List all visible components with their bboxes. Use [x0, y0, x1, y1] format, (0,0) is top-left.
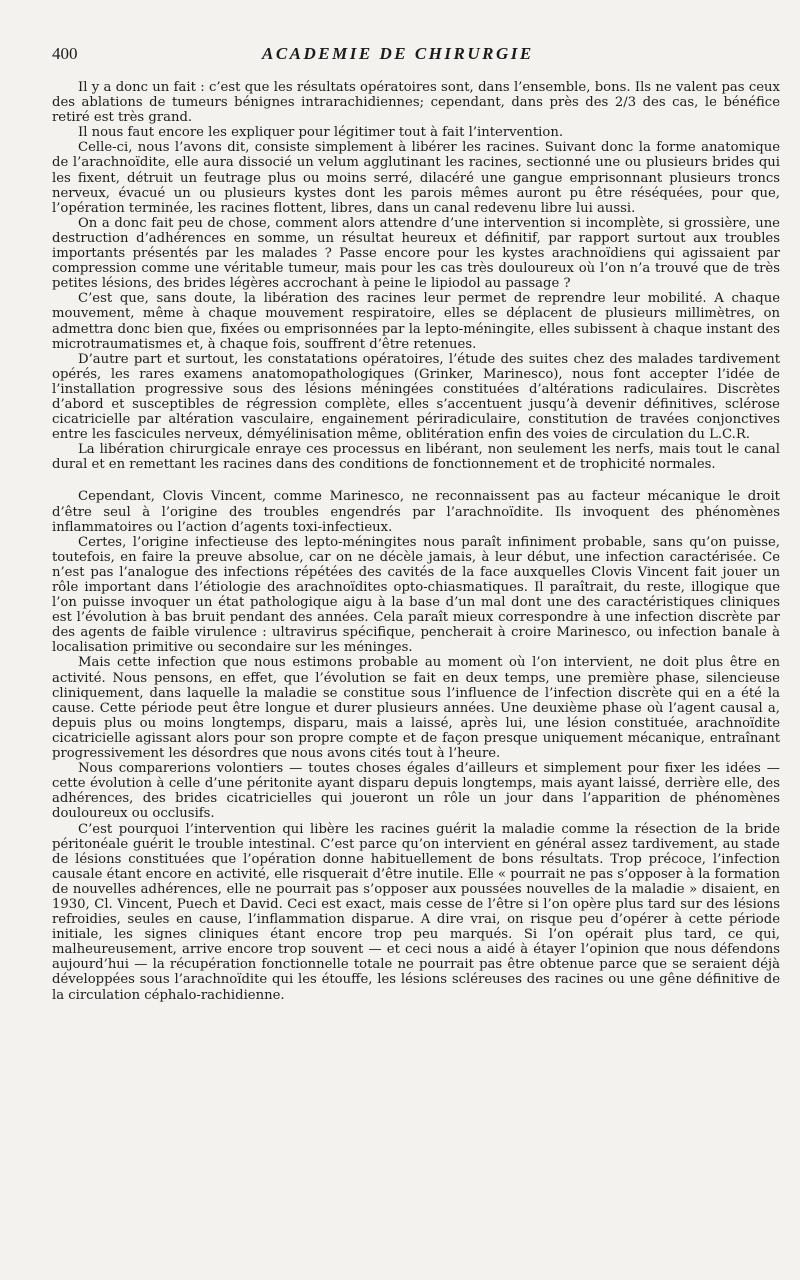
paragraph: Nous comparerions volontiers — toutes choses égales d’ailleurs et simplement pour fixer les idées — cette évolution à celle d’une péritonite ayant disparu depuis longtemps, mais ayant laissé, derrière elle, des adhérences, des brides cicatricielles qui joueront un rôle un jour dans l’apparition de phénomènes douloureux ou occlusifs.: [52, 761, 780, 822]
running-head: [52, 44, 774, 66]
paragraph: Mais cette infection que nous estimons probable au moment où l’on intervient, ne doit plus être en activité. Nous pensons, en effet, que l’évolution se fait en deux temps, une première phase, silencieuse cliniquement, dans laquelle la maladie se constitue sous l’influence de l’infection discrète qui en a été la cause. Cette période peut être longue et durer plusieurs années. Une deuxième phase où l’agent causal a, depuis plus ou moins longtemps, disparu, mais a laissé, après lui, une lésion constituée, arachnoïdite cicatricielle agissant alors pour son propre compte et de façon presque uniquement mécanique, entraînant progressivement les désordres que nous avons cités tout à l’heure.: [52, 655, 780, 762]
paragraph: On a donc fait peu de chose, comment alors attendre d’une intervention si incomplète, si grossière, une destruction d’adhérences en somme, un résultat heureux et définitif, par rapport surtout aux troubles importants présentés par les malades ? Passe encore pour les kystes arachnoïdiens qui agissaient par compression comme une véritable tumeur, mais pour les cas très douloureux où l’on n’a trouvé que de très petites lésions, des brides légères accrochant à peine le lipiodol au passage ?: [52, 215, 780, 292]
paragraph: Cependant, Clovis Vincent, comme Marinesco, ne reconnaissent pas au facteur mécanique le droit d’être seul à l’origine des troubles engendrés par l’arachnoïdite. Ils invoquent des phénomènes inflammatoires ou l’action d’agents toxi-infectieux.: [52, 489, 780, 535]
page-number: 400: [52, 44, 78, 63]
paragraph: Celle-ci, nous l’avons dit, consiste simplement à libérer les racines. Suivant donc la forme anatomique de l’arachnoïdite, elle aura dissocié un velum agglutinant les racines, sectionné une ou plusieurs brides qui les fixent, détruit un feutrage plus ou moins serré, dilacéré une gangue emprisonnant plusieurs troncs nerveux, évacué un ou plusieurs kystes dont les parois mêmes auront pu être réséquées, pour que, l’opération terminée, les racines flottent, libres, dans un canal redevenu libre lui aussi.: [52, 140, 780, 216]
paragraph: Certes, l’origine infectieuse des lepto-méningites nous paraît infiniment probable, sans qu’on puisse, toutefois, en faire la preuve absolue, car on ne décèle jamais, à leur début, une infection caractérisée. Ce n’est pas l’analogue des infections répétées des cavités de la face auxquelles Clovis Vincent fait jouer un rôle important dans l’étiologie des arachnoïdites opto-chiasmatiques. Il paraîtrait, du reste, illogique que l’on puisse invoquer un état pathologique aigu à la base d’un mal dont une des caractéristiques cliniques est l’évolution à bas bruit pendant des années. Cela paraît mieux correspondre à une infection discrète par des agents de faible virulence : ultravirus spécifique, pencherait à croire Marinesco, ou infection banale à localisation primitive ou secondaire sur les méninges.: [52, 534, 780, 656]
section-gap: [52, 472, 780, 489]
paragraph: C’est que, sans doute, la libération des racines leur permet de reprendre leur mobilité. A chaque mouvement, même à chaque mouvement respiratoire, elles se déplacent de plusieurs millimètres, on admettra donc bien que, fixées ou emprisonnées par la lepto-méningite, elles subissent à chaque instant des microtraumatismes et, à chaque fois, souffrent d’être retenues.: [52, 291, 780, 352]
paragraph: Il y a donc un fait : c’est que les résultats opératoires sont, dans l’ensemble, bons. Ils ne valent pas ceux des ablations de tumeurs bénignes intrarachidiennes; cependant, dans près des 2/3 des cas, le bénéfice retiré est très grand.: [52, 80, 780, 126]
paragraph: Il nous faut encore les expliquer pour légitimer tout à fait l’intervention.: [78, 125, 564, 141]
journal-title: ACADEMIE DE CHIRURGIE: [262, 44, 534, 63]
body-text: [52, 80, 780, 1003]
paragraph: C’est pourquoi l’intervention qui libère les racines guérit la maladie comme la résection de la bride péritonéale guérit le trouble intestinal. C’est parce qu’on intervient en général assez tardivement, au stade de lésions constituées que l’opération donne habituellement de bons résultats. Trop précoce, l’infection causale étant encore en activité, elle risquerait d’être inutile. Elle « pourrait ne pas s’opposer à la formation de nouvelles adhérences, elle ne pourrait pas s’opposer aux poussées nouvelles de la maladie » disaient, en 1930, Cl. Vincent, Puech et David. Ceci est exact, mais cesse de l’être si l’on opère plus tard sur des lésions refroidies, seules en cause, l’inflammation disparue. A dire vrai, on risque peu d’opérer à cette période initiale, les signes cliniques étant encore trop peu marqués. Si l’on opérait plus tard, ce qui, malheureusement, arrive encore trop souvent — et ceci nous a aidé à étayer l’opinion que nous défendons aujourd’hui — la récupération fonctionnelle totale ne pourrait pas être obtenue parce que se seraient déjà développées sous l’arachnoïdite qui les étouffe, les lésions scléreuses des racines ou une gêne définitive de la circulation céphalo-rachidienne.: [52, 821, 780, 1003]
paragraph: La libération chirurgicale enraye ces processus en libérant, non seulement les nerfs, mais tout le canal dural et en remettant les racines dans des conditions de fonctionnement et de trophicité normales.: [52, 442, 780, 473]
paragraph: D’autre part et surtout, les constatations opératoires, l’étude des suites chez des malades tardivement opérés, les rares examens anatomopathologiques (Grinker, Marinesco), nous font accepter l’idée de l’installation progressive sous des lésions méningées constituées d’altérations radiculaires. Discrètes d’abord et susceptibles de régression complète, elles s’accentuent jusqu’à devenir définitives, sclérose cicatricielle par altération vasculaire, engainement périradiculaire, constitution de travées conjonctives entre les fascicules nerveux, démyélinisation même, oblitération enfin des voies de circulation du L.C.R.: [52, 351, 780, 443]
